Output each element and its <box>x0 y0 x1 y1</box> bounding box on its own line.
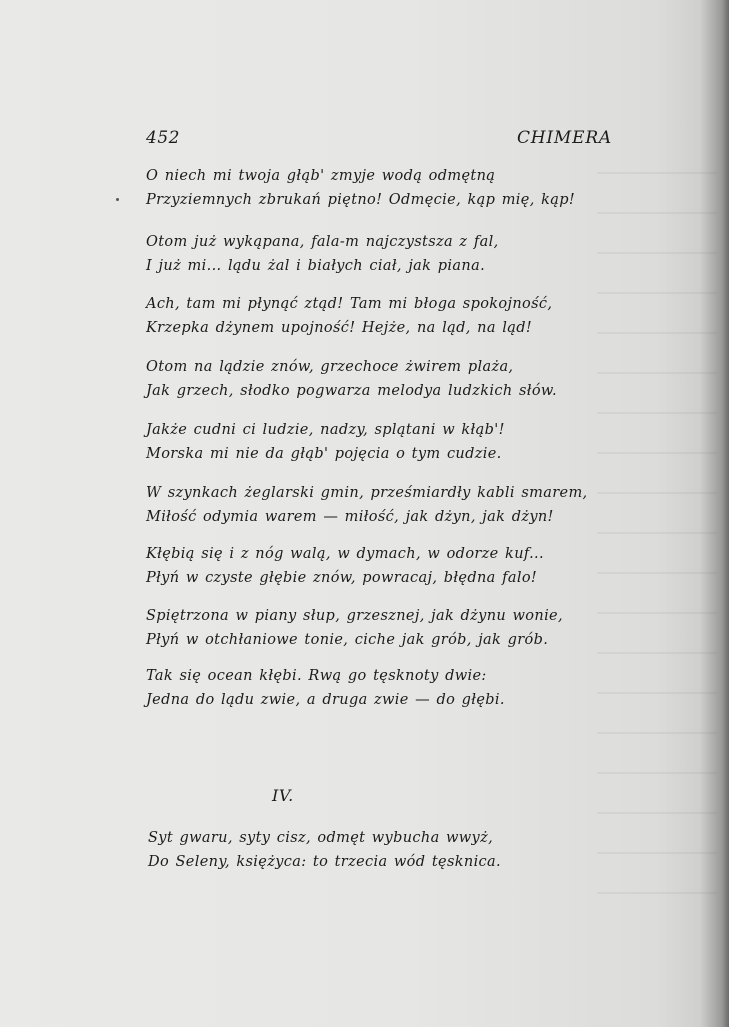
verse-line: Do Seleny, księżyca: to trzecia wód tęsknica. <box>148 854 501 870</box>
page-header <box>146 128 612 152</box>
verse-line: W szynkach żeglarski gmin, prześmiardły kabli smarem, <box>146 485 588 501</box>
verse-line: I już mi... lądu żal i białych ciał, jak piana. <box>146 258 486 274</box>
stanza <box>146 664 616 712</box>
verse-line: Spiętrzona w piany słup, grzesznej, jak dżynu wonie, <box>146 608 563 624</box>
stanza <box>146 604 616 652</box>
verse-line: Otom już wykąpana, fala-m najczystsza z fal, <box>146 234 499 250</box>
stanza <box>146 418 616 466</box>
verse-line: Jak grzech, słodko pogwarza melodya ludzkich słów. <box>146 383 557 399</box>
stanza <box>146 481 616 529</box>
stanza <box>146 164 616 212</box>
verse-line: Płyń w otchłaniowe tonie, ciche jak grób, jak grób. <box>146 632 549 648</box>
verse-line: O niech mi twoja głąb' zmyje wodą odmętną <box>146 168 496 184</box>
verse-line: Krzepka dżynem upojność! Hejże, na ląd, na ląd! <box>146 320 533 336</box>
verse-line: Ach, tam mi płynąć ztąd! Tam mi błoga spokojność, <box>146 296 553 312</box>
verse-line: Kłębią się i z nóg walą, w dymach, w odorze kuf... <box>146 546 544 562</box>
verse-line: Przyziemnych zbrukań piętno! Odmęcie, kąp mię, kąp! <box>146 192 576 208</box>
stanza <box>148 826 618 874</box>
verse-line: Syt gwaru, syty cisz, odmęt wybucha wwyż, <box>148 830 494 846</box>
verse-line: Morska mi nie da głąb' pojęcia o tym cudzie. <box>146 446 502 462</box>
stanza <box>146 292 616 340</box>
section-number: IV. <box>272 786 294 805</box>
running-title: CHIMERA <box>516 128 612 148</box>
verse-line: Płyń w czyste głębie znów, powracaj, błędna falo! <box>146 570 538 586</box>
verse-line: Miłość odymia warem — miłość, jak dżyn, jak dżyn! <box>146 509 554 525</box>
verse-line: Jedna do lądu zwie, a druga zwie — do głębi. <box>146 692 505 708</box>
stanza <box>146 230 616 278</box>
page-number: 452 <box>146 128 180 148</box>
verse-line: Tak się ocean kłębi. Rwą go tęsknoty dwie: <box>146 668 487 684</box>
stanza <box>146 355 616 403</box>
verse-line: Jakże cudni ci ludzie, nadzy, splątani w kłąb'! <box>146 422 505 438</box>
stanza <box>146 542 616 590</box>
stray-mark <box>116 198 119 201</box>
verse-line: Otom na lądzie znów, grzechoce żwirem plaża, <box>146 359 514 375</box>
